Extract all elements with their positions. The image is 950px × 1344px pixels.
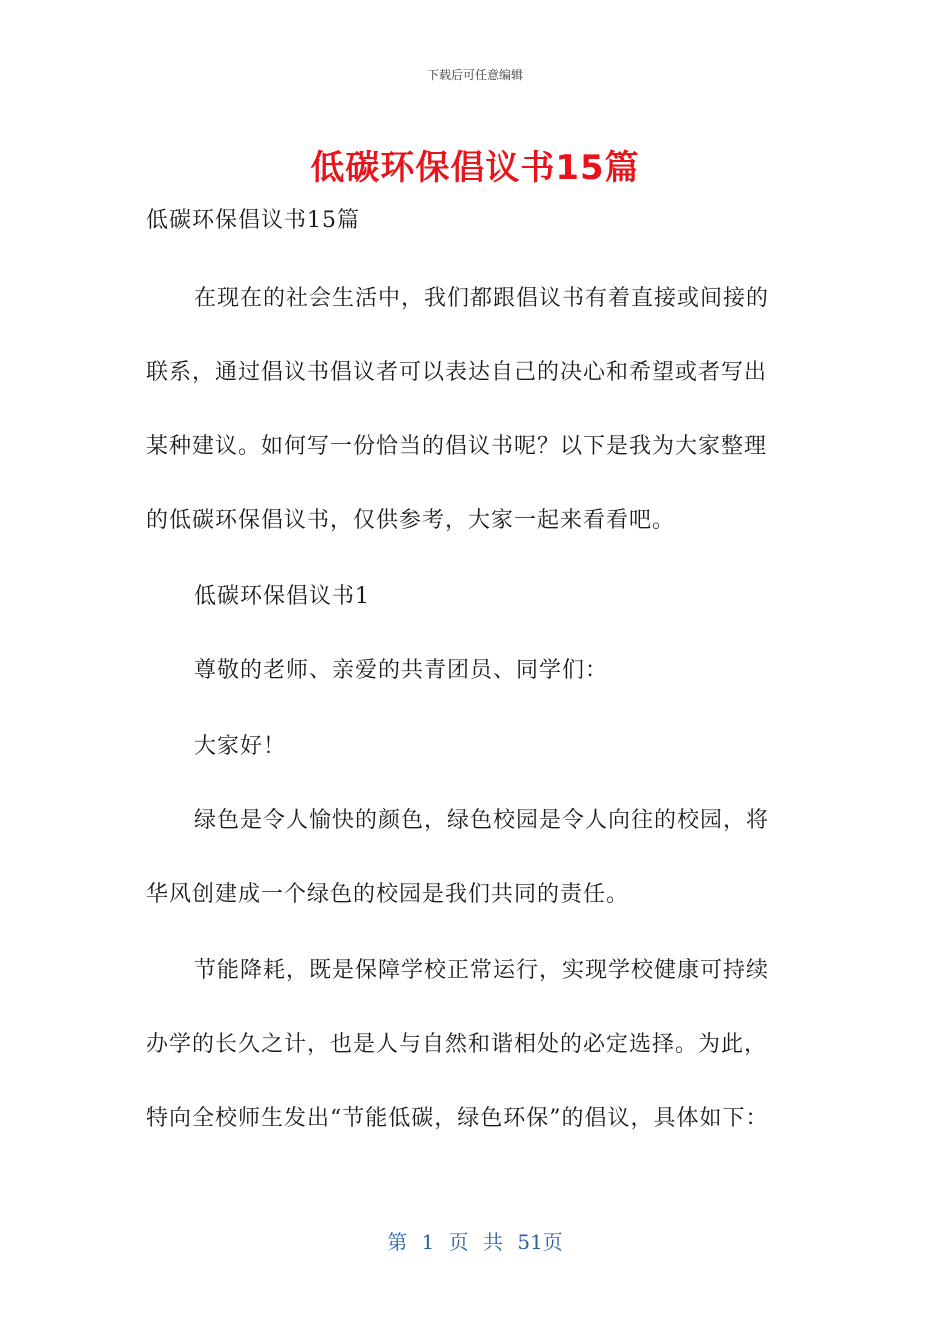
- paragraph-line: 联系，通过倡议书倡议者可以表达自己的决心和希望或者写出: [146, 360, 768, 385]
- paragraph-line: 某种建议。如何写一份恰当的倡议书呢？以下是我为大家整理: [146, 434, 768, 459]
- section-heading: 低碳环保倡议书1: [194, 584, 370, 609]
- paragraph-line: 的低碳环保倡议书，仅供参考，大家一起来看看吧。: [146, 508, 676, 533]
- paragraph-line: 特向全校师生发出“节能低碳，绿色环保”的倡议，具体如下：: [146, 1106, 769, 1131]
- document-title: 低碳环保倡议书15篇: [310, 148, 640, 188]
- paragraph-line: 节能降耗，既是保障学校正常运行，实现学校健康可持续: [194, 958, 770, 983]
- salutation: 尊敬的老师、亲爱的共青团员、同学们：: [194, 658, 609, 683]
- greeting: 大家好！: [194, 734, 287, 759]
- paragraph-line: 在现在的社会生活中，我们都跟倡议书有着直接或间接的: [194, 286, 770, 311]
- paragraph-line: 办学的长久之计，也是人与自然和谐相处的必定选择。为此，: [146, 1032, 768, 1057]
- header-note: 下载后可任意编辑: [426, 68, 523, 82]
- paragraph-line: 华风创建成一个绿色的校园是我们共同的责任。: [146, 882, 630, 907]
- subtitle-line: 低碳环保倡议书15篇: [146, 208, 360, 233]
- paragraph-line: 绿色是令人愉快的颜色，绿色校园是令人向往的校园，将: [194, 808, 770, 833]
- page-number-footer: 第 1 页 共 51页: [387, 1230, 563, 1254]
